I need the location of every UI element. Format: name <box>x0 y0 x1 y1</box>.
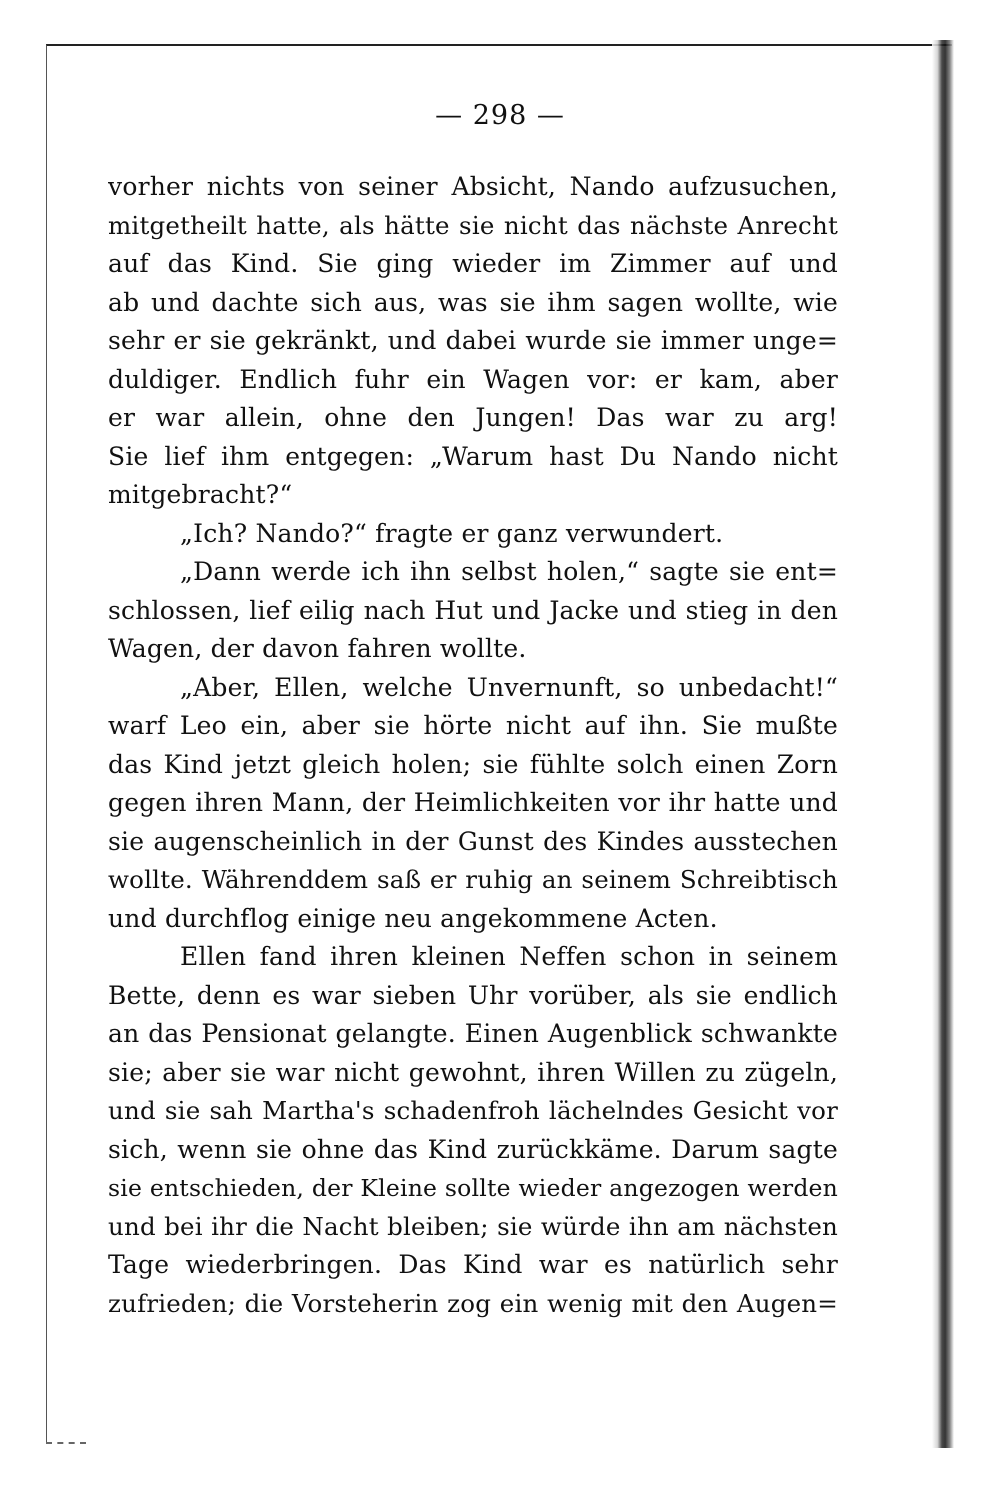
text-line: ab und dachte sich aus, was sie ihm sagen wollte, wie <box>108 287 838 317</box>
text-line: Sie lief ihm entgegen: „Warum hast Du Nando nicht <box>108 441 838 471</box>
page-number-header: — 298 — <box>435 100 565 131</box>
text-line: duldiger. Endlich fuhr ein Wagen vor: er kam, aber <box>108 364 838 394</box>
text-line: an das Pensionat gelangte. Einen Augenblick schwankte <box>108 1019 838 1048</box>
text-line: Ellen fand ihren kleinen Neffen schon in seinem <box>180 942 838 971</box>
text-line: mitgebracht?“ <box>108 480 293 509</box>
text-line: sehr er sie gekränkt, und dabei wurde sie immer unge= <box>108 326 838 355</box>
text-line: „Dann werde ich ihn selbst holen,“ sagte sie ent= <box>180 557 838 586</box>
text-line: und sie sah Martha's schadenfroh lächelndes Gesicht vor <box>108 1096 838 1125</box>
text-line: Tage wiederbringen. Das Kind war es natürlich sehr <box>108 1250 838 1279</box>
book-spine-edge <box>932 40 954 1448</box>
text-line: und durchflog einige neu angekommene Acten. <box>108 903 718 933</box>
text-line: mitgetheilt hatte, als hätte sie nicht das nächste Anrecht <box>108 210 838 240</box>
text-line: und bei ihr die Nacht bleiben; sie würde ihn am nächsten <box>108 1211 838 1241</box>
body-text <box>108 168 838 1323</box>
text-line: das Kind jetzt gleich holen; sie fühlte solch einen Zorn <box>108 749 838 779</box>
text-line: sie; aber sie war nicht gewohnt, ihren Willen zu zügeln, <box>108 1057 838 1087</box>
text-line: wollte. Währenddem saß er ruhig an seinem Schreibtisch <box>108 865 838 894</box>
text-line: vorher nichts von seiner Absicht, Nando aufzusuchen, <box>108 172 838 201</box>
text-line: gegen ihren Mann, der Heimlichkeiten vor ihr hatte und <box>108 788 838 817</box>
text-line: „Aber, Ellen, welche Unvernunft, so unbedacht!“ <box>180 672 838 702</box>
text-line: auf das Kind. Sie ging wieder im Zimmer auf und <box>108 249 838 278</box>
page-corner-mark <box>46 1436 86 1444</box>
text-line: sie entschieden, der Kleine sollte wieder angezogen werden <box>108 1174 838 1202</box>
text-line: Wagen, der davon fahren wollte. <box>108 634 527 663</box>
text-line: „Ich? Nando?“ fragte er ganz verwundert. <box>180 518 724 548</box>
text-line: sich, wenn sie ohne das Kind zurückkäme. Darum sagte <box>108 1134 838 1164</box>
text-line: er war allein, ohne den Jungen! Das war zu arg! <box>108 403 838 432</box>
text-line: warf Leo ein, aber sie hörte nicht auf ihn. Sie mußte <box>108 711 838 740</box>
text-line: sie augenscheinlich in der Gunst des Kindes ausstechen <box>108 826 838 856</box>
text-line: zufrieden; die Vorsteherin zog ein wenig mit den Augen= <box>108 1288 838 1318</box>
text-line: Bette, denn es war sieben Uhr vorüber, als sie endlich <box>108 980 838 1010</box>
text-line: schlossen, lief eilig nach Hut und Jacke und stieg in den <box>108 595 838 625</box>
